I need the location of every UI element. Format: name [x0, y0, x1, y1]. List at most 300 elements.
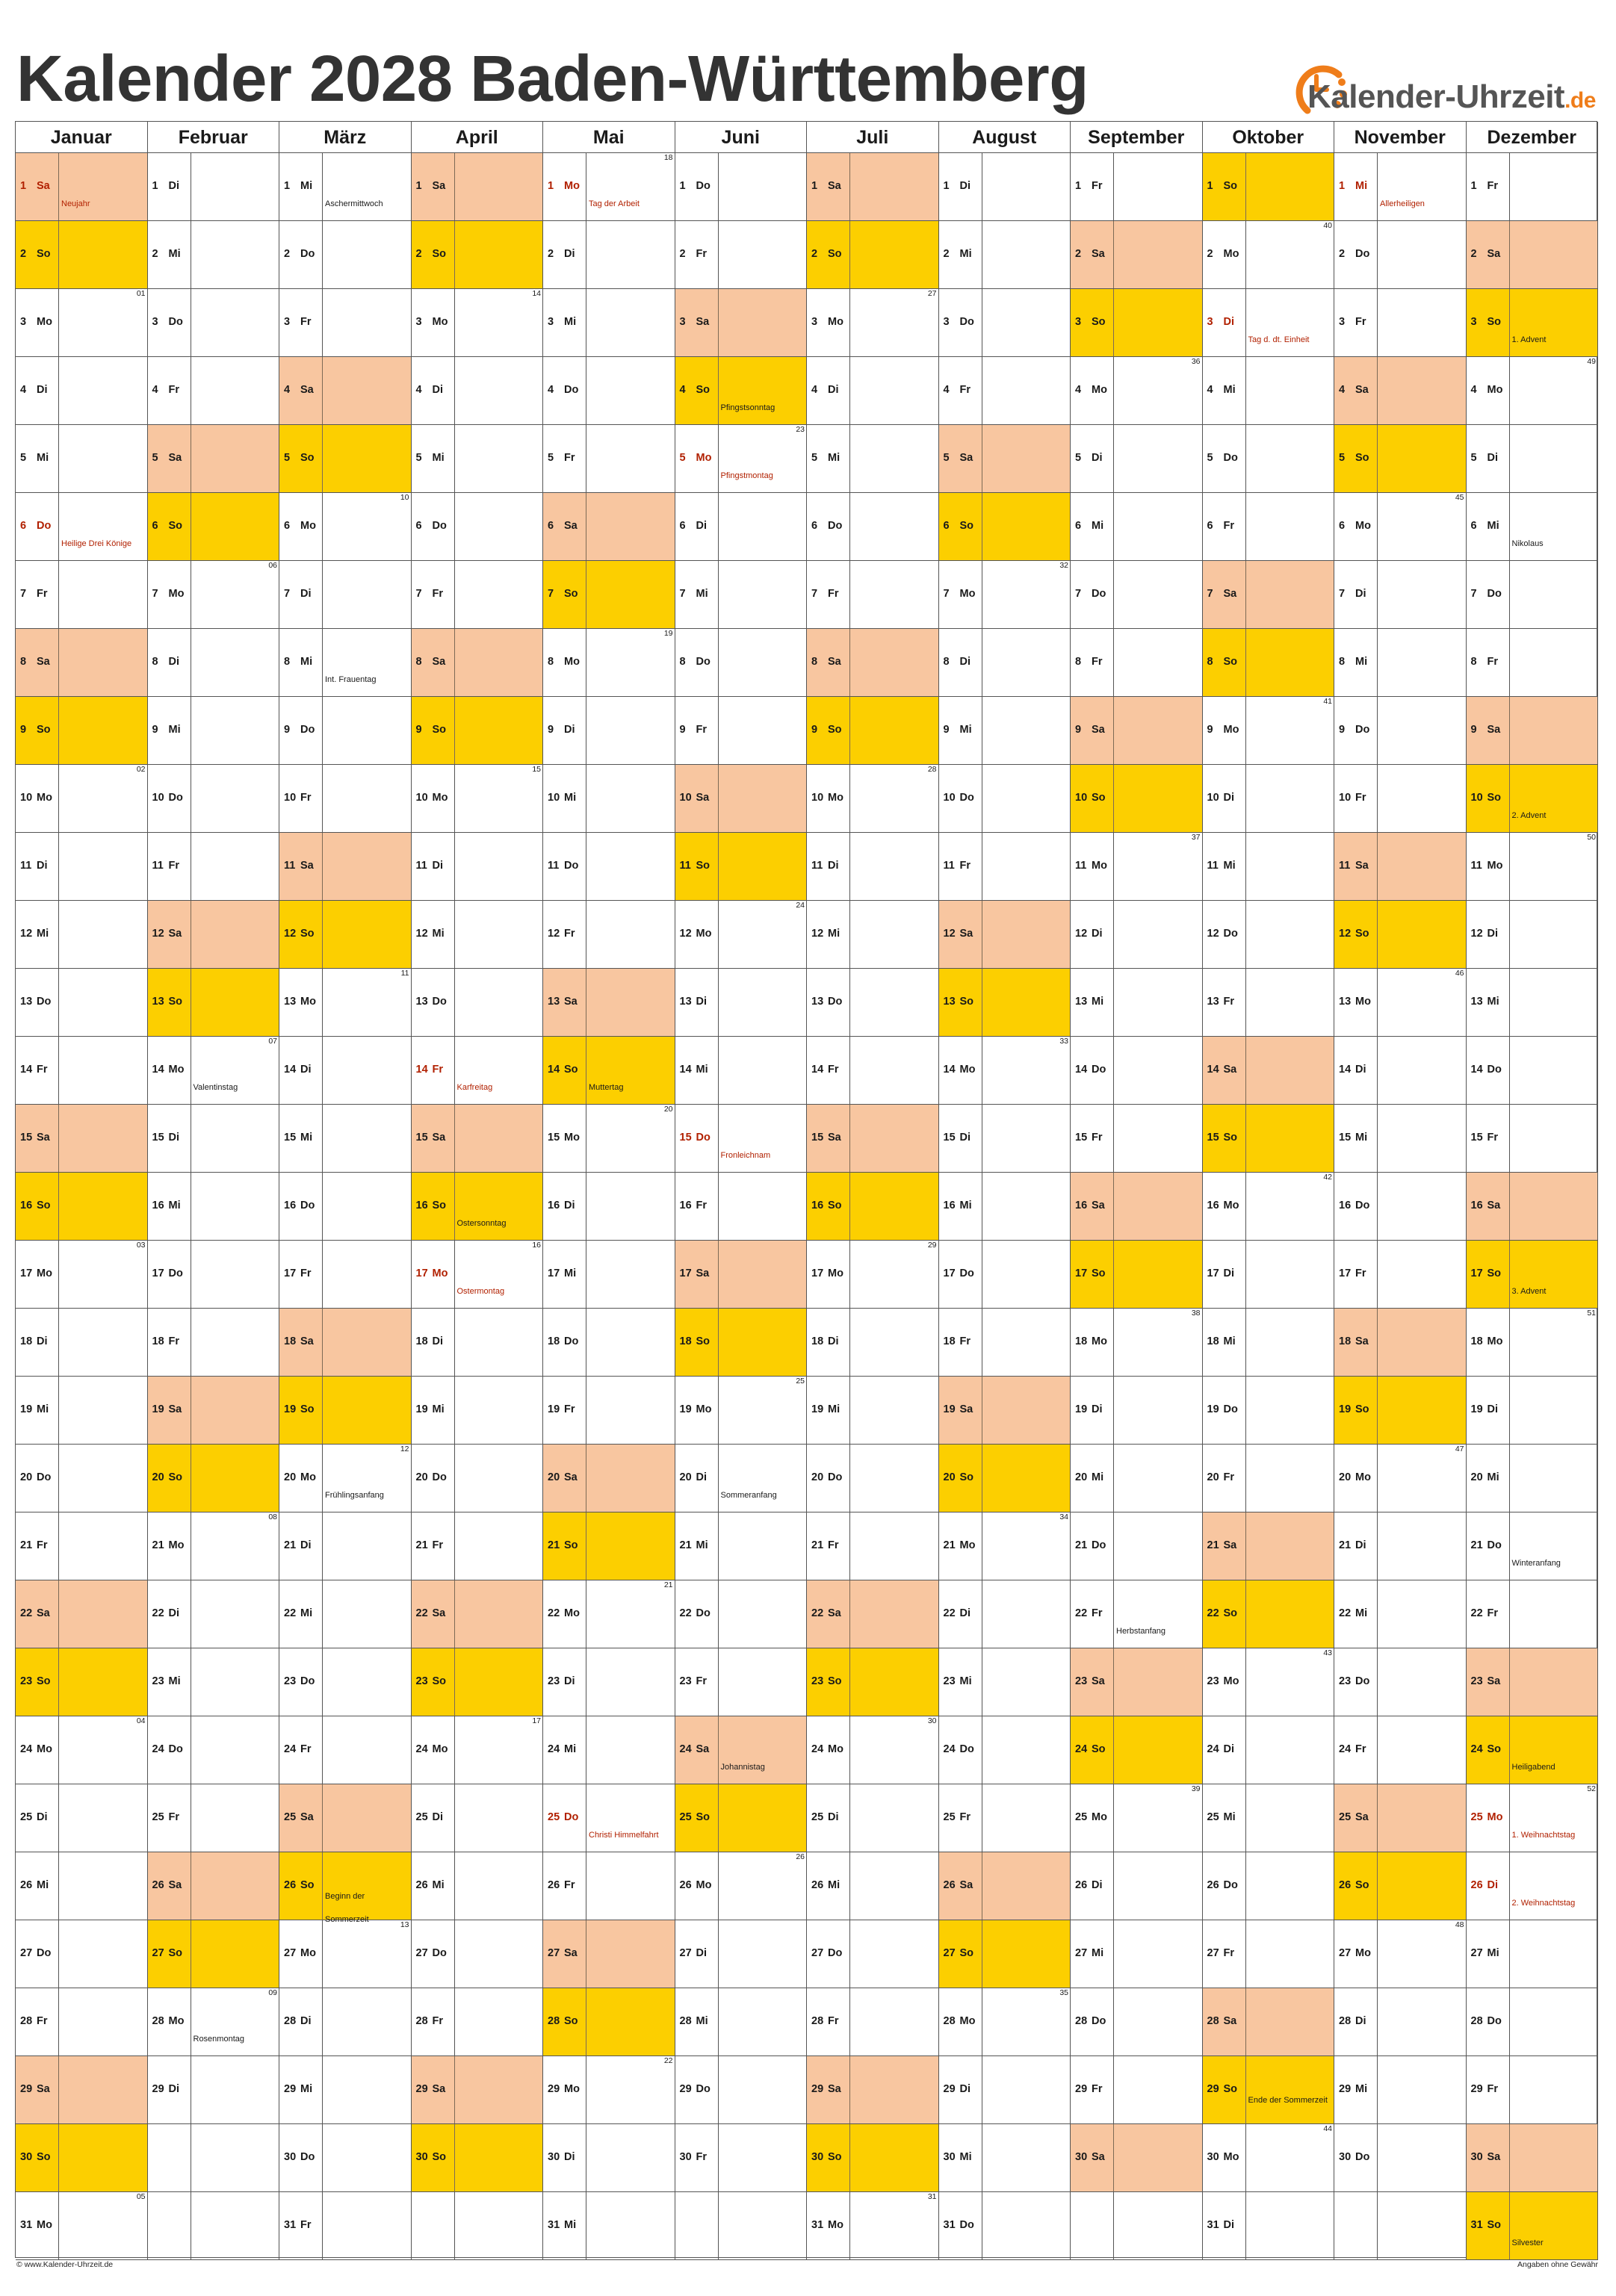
week-number: 09: [268, 1988, 277, 1997]
weekday-label: Fr: [1355, 1743, 1366, 1755]
day-number: 26: [943, 1878, 956, 1891]
cell-divider: [718, 1920, 719, 1988]
cell-divider: [58, 1309, 59, 1376]
day-number: 4: [152, 383, 158, 396]
day-number: 6: [679, 519, 686, 532]
day-number: 23: [1207, 1675, 1219, 1687]
cell-divider: [1245, 1580, 1246, 1648]
day-number: 24: [152, 1743, 164, 1755]
event-label: Johannistag: [720, 1762, 765, 1772]
cell-divider: [1113, 289, 1114, 356]
day-cell: [1467, 969, 1599, 1037]
day-number: 4: [1075, 383, 1082, 396]
weekday-label: Mo: [828, 1267, 843, 1279]
day-cell: [1467, 1037, 1599, 1105]
weekday-label: Sa: [564, 995, 578, 1008]
day-number: 31: [943, 2218, 956, 2231]
cell-divider: [322, 629, 323, 696]
day-number: 1: [943, 180, 950, 192]
cell-divider: [718, 1309, 719, 1376]
weekday-label: Mo: [564, 655, 580, 668]
day-cell: [1203, 833, 1335, 901]
day-number: 9: [20, 723, 27, 736]
cell-divider: [58, 2124, 59, 2191]
day-cell: [1071, 969, 1203, 1037]
cell-divider: [718, 1512, 719, 1580]
weekday-label: Do: [1487, 587, 1502, 600]
cell-divider: [1245, 1512, 1246, 1580]
day-number: 22: [811, 1607, 824, 1619]
weekday-label: Mi: [959, 1199, 972, 1211]
day-number: 20: [1207, 1471, 1219, 1483]
weekday-label: Mo: [1487, 1811, 1503, 1823]
weekday-label: So: [432, 2150, 447, 2163]
day-number: 24: [415, 1743, 428, 1755]
day-cell: [1334, 765, 1467, 833]
cell-divider: [1245, 221, 1246, 288]
weekday-label: Di: [1487, 1403, 1498, 1415]
day-number: 15: [20, 1131, 33, 1144]
day-number: 21: [415, 1539, 428, 1551]
day-number: 18: [415, 1335, 428, 1347]
day-cell: [807, 969, 939, 1037]
weekday-label: Mo: [432, 1267, 448, 1279]
event-label: Silvester: [1511, 2238, 1544, 2247]
week-number: 13: [400, 1920, 409, 1929]
weekday-label: Di: [696, 519, 707, 532]
cell-divider: [1509, 1784, 1510, 1852]
weekday-label: Sa: [168, 451, 182, 464]
weekday-label: Mo: [300, 1471, 316, 1483]
weekday-label: Do: [1223, 451, 1238, 464]
day-cell: [807, 289, 939, 357]
weekday-label: Fr: [300, 315, 312, 328]
day-number: 9: [548, 723, 554, 736]
day-cell: [543, 1580, 675, 1648]
weekday-label: Do: [1487, 2014, 1502, 2027]
month-header: November: [1334, 122, 1467, 153]
day-number: 18: [548, 1335, 560, 1347]
cell-divider: [1377, 221, 1378, 288]
day-cell: [16, 493, 148, 561]
weekday-label: Do: [564, 1811, 579, 1823]
day-cell: [412, 493, 544, 561]
day-number: 25: [284, 1811, 297, 1823]
day-number: 16: [1339, 1199, 1352, 1211]
cell-divider: [1509, 221, 1510, 288]
day-number: 17: [415, 1267, 428, 1279]
day-number: 25: [152, 1811, 164, 1823]
cell-divider: [1509, 425, 1510, 492]
weekday-label: Mo: [564, 1607, 580, 1619]
cell-divider: [718, 1173, 719, 1240]
day-number: 28: [1339, 2014, 1352, 2027]
day-number: 2: [1207, 247, 1213, 260]
day-cell: [1071, 1377, 1203, 1445]
day-number: 2: [20, 247, 27, 260]
weekday-label: Sa: [1092, 723, 1105, 736]
day-cell: [279, 1988, 412, 2056]
holiday-label: Pfingstmontag: [720, 471, 773, 480]
month-header: September: [1071, 122, 1203, 153]
day-cell: [807, 1716, 939, 1784]
day-cell: [675, 1173, 808, 1241]
day-number: 5: [679, 451, 686, 464]
weekday-label: Do: [959, 315, 974, 328]
day-number: 23: [1075, 1675, 1088, 1687]
day-cell: [1334, 2124, 1467, 2192]
day-cell: [675, 561, 808, 629]
site-logo[interactable]: [1282, 52, 1596, 120]
day-cell: [807, 2192, 939, 2260]
weekday-label: Di: [959, 1607, 970, 1619]
weekday-label: Mo: [1355, 1946, 1371, 1959]
day-cell: [1334, 629, 1467, 697]
day-cell: [16, 1105, 148, 1173]
weekday-label: Di: [564, 723, 575, 736]
day-number: 2: [152, 247, 158, 260]
day-cell: [675, 833, 808, 901]
weekday-label: So: [1487, 1743, 1502, 1755]
day-cell: [939, 357, 1071, 425]
weekday-label: Fr: [828, 1063, 839, 1076]
weekday-label: So: [828, 1675, 842, 1687]
day-cell: [148, 1512, 280, 1580]
weekday-label: Mi: [1487, 1471, 1499, 1483]
day-cell: [1467, 561, 1599, 629]
cell-divider: [454, 1852, 455, 1920]
day-cell: [807, 1988, 939, 2056]
day-cell: [412, 1173, 544, 1241]
cell-divider: [1113, 1445, 1114, 1512]
day-number: 8: [415, 655, 422, 668]
weekday-label: Mo: [564, 180, 580, 192]
day-number: 17: [943, 1267, 956, 1279]
day-cell: [1203, 1852, 1335, 1920]
cell-divider: [1113, 1852, 1114, 1920]
weekday-label: Fr: [37, 1539, 48, 1551]
day-number: 19: [1339, 1403, 1352, 1415]
cell-divider: [718, 1716, 719, 1784]
holiday-label: 2. Weihnachtstag: [1511, 1898, 1576, 1908]
day-number: 16: [415, 1199, 428, 1211]
cell-divider: [1509, 2192, 1510, 2259]
day-number: 12: [1075, 927, 1088, 940]
weekday-label: So: [1092, 791, 1106, 804]
weekday-label: Mi: [1355, 2082, 1368, 2095]
day-cell: [279, 969, 412, 1037]
weekday-label: Do: [300, 1675, 315, 1687]
day-number: 25: [1339, 1811, 1352, 1823]
day-cell: [1071, 1309, 1203, 1377]
weekday-label: Di: [37, 859, 48, 872]
day-cell: [148, 1445, 280, 1512]
day-number: 2: [415, 247, 422, 260]
day-cell: [16, 969, 148, 1037]
footer-copyright[interactable]: © www.Kalender-Uhrzeit.de: [16, 2260, 114, 2269]
cell-divider: [322, 1716, 323, 1784]
day-number: 3: [152, 315, 158, 328]
day-number: 18: [679, 1335, 692, 1347]
weekday-label: Mi: [828, 1403, 840, 1415]
day-number: 24: [548, 1743, 560, 1755]
day-cell: [1467, 153, 1599, 221]
cell-divider: [322, 357, 323, 424]
weekday-label: Di: [959, 1131, 970, 1144]
day-cell: [675, 289, 808, 357]
day-cell: [1334, 1445, 1467, 1512]
day-number: 19: [284, 1403, 297, 1415]
weekday-label: Do: [1092, 587, 1106, 600]
day-number: 11: [548, 859, 560, 872]
weekday-label: Do: [828, 995, 843, 1008]
cell-divider: [849, 1241, 850, 1308]
day-number: 24: [1075, 1743, 1088, 1755]
day-cell: [148, 1852, 280, 1920]
day-cell: [1467, 765, 1599, 833]
cell-divider: [454, 1716, 455, 1784]
day-number: 18: [811, 1335, 824, 1347]
cell-divider: [454, 1241, 455, 1308]
day-cell: [807, 1445, 939, 1512]
day-number: 18: [1207, 1335, 1219, 1347]
weekday-label: Sa: [959, 451, 973, 464]
day-number: 29: [152, 2082, 164, 2095]
weekday-label: Fr: [1487, 1131, 1498, 1144]
day-number: 1: [415, 180, 422, 192]
cell-divider: [718, 221, 719, 288]
day-number: 24: [943, 1743, 956, 1755]
day-number: 13: [548, 995, 560, 1008]
cell-divider: [1113, 765, 1114, 832]
day-number: 23: [20, 1675, 33, 1687]
weekday-label: Fr: [168, 383, 179, 396]
cell-divider: [718, 561, 719, 628]
weekday-label: Fr: [696, 1199, 707, 1211]
day-number: 8: [1075, 655, 1082, 668]
weekday-label: Do: [1092, 1063, 1106, 1076]
weekday-label: Mo: [959, 2014, 976, 2027]
day-number: 14: [811, 1063, 824, 1076]
weekday-label: So: [959, 1471, 974, 1483]
day-number: 24: [284, 1743, 297, 1755]
day-cell: [279, 1784, 412, 1852]
weekday-label: Mi: [959, 1675, 972, 1687]
day-number: 11: [20, 859, 32, 872]
cell-divider: [1245, 1037, 1246, 1104]
weekday-label: Fr: [300, 791, 312, 804]
weekday-label: So: [432, 247, 447, 260]
cell-divider: [718, 1241, 719, 1308]
day-number: 10: [152, 791, 164, 804]
day-cell: [412, 561, 544, 629]
day-cell: [1203, 765, 1335, 833]
weekday-label: Fr: [168, 1335, 179, 1347]
month-header: Juni: [675, 122, 808, 153]
day-number: 29: [943, 2082, 956, 2095]
day-cell: [279, 1852, 412, 1924]
day-cell: [675, 1037, 808, 1105]
week-number: 22: [663, 2055, 673, 2065]
weekday-label: Di: [1355, 1539, 1366, 1551]
weekday-label: Fr: [37, 587, 48, 600]
day-number: 17: [20, 1267, 33, 1279]
event-label: Frühlingsanfang: [325, 1490, 384, 1500]
cell-divider: [1245, 1105, 1246, 1172]
cell-divider: [1113, 697, 1114, 764]
weekday-label: Mi: [1092, 519, 1104, 532]
weekday-label: Mo: [1092, 1335, 1107, 1347]
day-cell: [148, 1648, 280, 1716]
day-cell: [279, 561, 412, 629]
day-number: 12: [548, 927, 560, 940]
weekday-label: Do: [959, 1267, 974, 1279]
cell-divider: [454, 1173, 455, 1240]
cell-divider: [1245, 697, 1246, 764]
day-cell: [1467, 1852, 1599, 1920]
cell-divider: [1377, 1309, 1378, 1376]
cell-divider: [58, 1377, 59, 1444]
day-cell: [16, 1580, 148, 1648]
day-cell: [675, 1648, 808, 1716]
day-cell: [412, 765, 544, 833]
day-cell: [675, 153, 808, 221]
day-cell: [1467, 2124, 1599, 2192]
day-cell: [1203, 2192, 1335, 2260]
day-cell: [1334, 1309, 1467, 1377]
day-cell: [279, 2192, 412, 2260]
day-number: 28: [548, 2014, 560, 2027]
day-cell: [1334, 969, 1467, 1037]
day-cell: [412, 1580, 544, 1648]
weekday-label: Do: [696, 655, 711, 668]
cell-divider: [718, 1648, 719, 1716]
weekday-label: Do: [828, 519, 843, 532]
day-number: 9: [811, 723, 818, 736]
day-cell: [807, 1173, 939, 1241]
weekday-label: Mi: [37, 451, 49, 464]
day-cell: [1203, 1988, 1335, 2056]
weekday-label: Do: [1355, 2150, 1370, 2163]
day-number: 16: [1207, 1199, 1219, 1211]
day-cell: [1071, 425, 1203, 493]
weekday-label: Fr: [1487, 655, 1498, 668]
day-cell: [412, 969, 544, 1037]
day-number: 15: [1339, 1131, 1352, 1144]
day-cell: [279, 833, 412, 901]
cell-divider: [454, 2192, 455, 2259]
day-cell: [1334, 1716, 1467, 1784]
day-cell: [1334, 1173, 1467, 1241]
weekday-label: Sa: [828, 1607, 841, 1619]
cell-divider: [58, 629, 59, 696]
day-number: 8: [1207, 655, 1213, 668]
cell-divider: [322, 1173, 323, 1240]
week-number: 18: [663, 153, 673, 162]
day-number: 5: [284, 451, 291, 464]
day-number: 22: [284, 1607, 297, 1619]
day-cell: [939, 1173, 1071, 1241]
day-cell: [1203, 969, 1335, 1037]
month-header: Dezember: [1467, 122, 1599, 153]
day-cell: [412, 901, 544, 969]
cell-divider: [1113, 1920, 1114, 1988]
cell-divider: [322, 833, 323, 900]
day-number: 29: [1339, 2082, 1352, 2095]
weekday-label: Sa: [432, 1607, 446, 1619]
cell-divider: [1113, 2124, 1114, 2191]
weekday-label: Fr: [828, 2014, 839, 2027]
weekday-label: Di: [1355, 1063, 1366, 1076]
day-cell: [16, 1377, 148, 1445]
day-cell: [412, 1037, 544, 1105]
day-cell: [543, 765, 675, 833]
cell-divider: [58, 1241, 59, 1308]
day-cell: [543, 1241, 675, 1309]
weekday-label: Mi: [1223, 1811, 1236, 1823]
weekday-label: Fr: [1092, 1607, 1103, 1619]
weekday-label: So: [959, 995, 974, 1008]
day-cell: [412, 1445, 544, 1512]
cell-divider: [1377, 1988, 1378, 2055]
logo-name: Kalender-Uhrzeit: [1307, 78, 1565, 115]
weekday-label: Do: [432, 519, 447, 532]
day-cell: [675, 357, 808, 425]
weekday-label: So: [1355, 1878, 1369, 1891]
day-number: 16: [1470, 1199, 1483, 1211]
event-label: Rosenmontag: [193, 2034, 244, 2044]
weekday-label: Di: [432, 1811, 443, 1823]
cell-divider: [718, 153, 719, 220]
weekday-label: Fr: [1355, 315, 1366, 328]
weekday-label: So: [1355, 927, 1369, 940]
day-cell: [543, 221, 675, 289]
weekday-label: Mi: [1355, 180, 1368, 192]
week-number: 31: [927, 2191, 937, 2201]
cell-divider: [1377, 1512, 1378, 1580]
day-cell: [675, 1852, 808, 1920]
day-number: 1: [1339, 180, 1346, 192]
day-cell: [148, 357, 280, 425]
weekday-label: Di: [1092, 927, 1103, 940]
weekday-label: So: [1223, 2082, 1238, 2095]
day-cell: [543, 289, 675, 357]
cell-divider: [454, 1512, 455, 1580]
cell-divider: [1377, 493, 1378, 560]
day-cell: [675, 765, 808, 833]
day-cell: [16, 697, 148, 765]
cell-divider: [1113, 969, 1114, 1036]
day-number: 4: [548, 383, 554, 396]
day-cell: [807, 697, 939, 765]
day-cell: [1334, 697, 1467, 765]
week-number: 35: [1059, 1988, 1068, 1997]
day-cell: [543, 969, 675, 1037]
day-number: 4: [20, 383, 27, 396]
day-number: 6: [548, 519, 554, 532]
day-cell: [543, 2192, 675, 2260]
day-number: 23: [415, 1675, 428, 1687]
weekday-label: So: [828, 723, 842, 736]
day-cell: [675, 2056, 808, 2124]
weekday-label: Di: [1355, 587, 1366, 600]
day-number: 30: [415, 2150, 428, 2163]
weekday-label: Di: [564, 2150, 575, 2163]
cell-divider: [1245, 1784, 1246, 1852]
weekday-label: Di: [37, 1335, 48, 1347]
cell-divider: [1509, 1445, 1510, 1512]
day-number: 15: [284, 1131, 297, 1144]
